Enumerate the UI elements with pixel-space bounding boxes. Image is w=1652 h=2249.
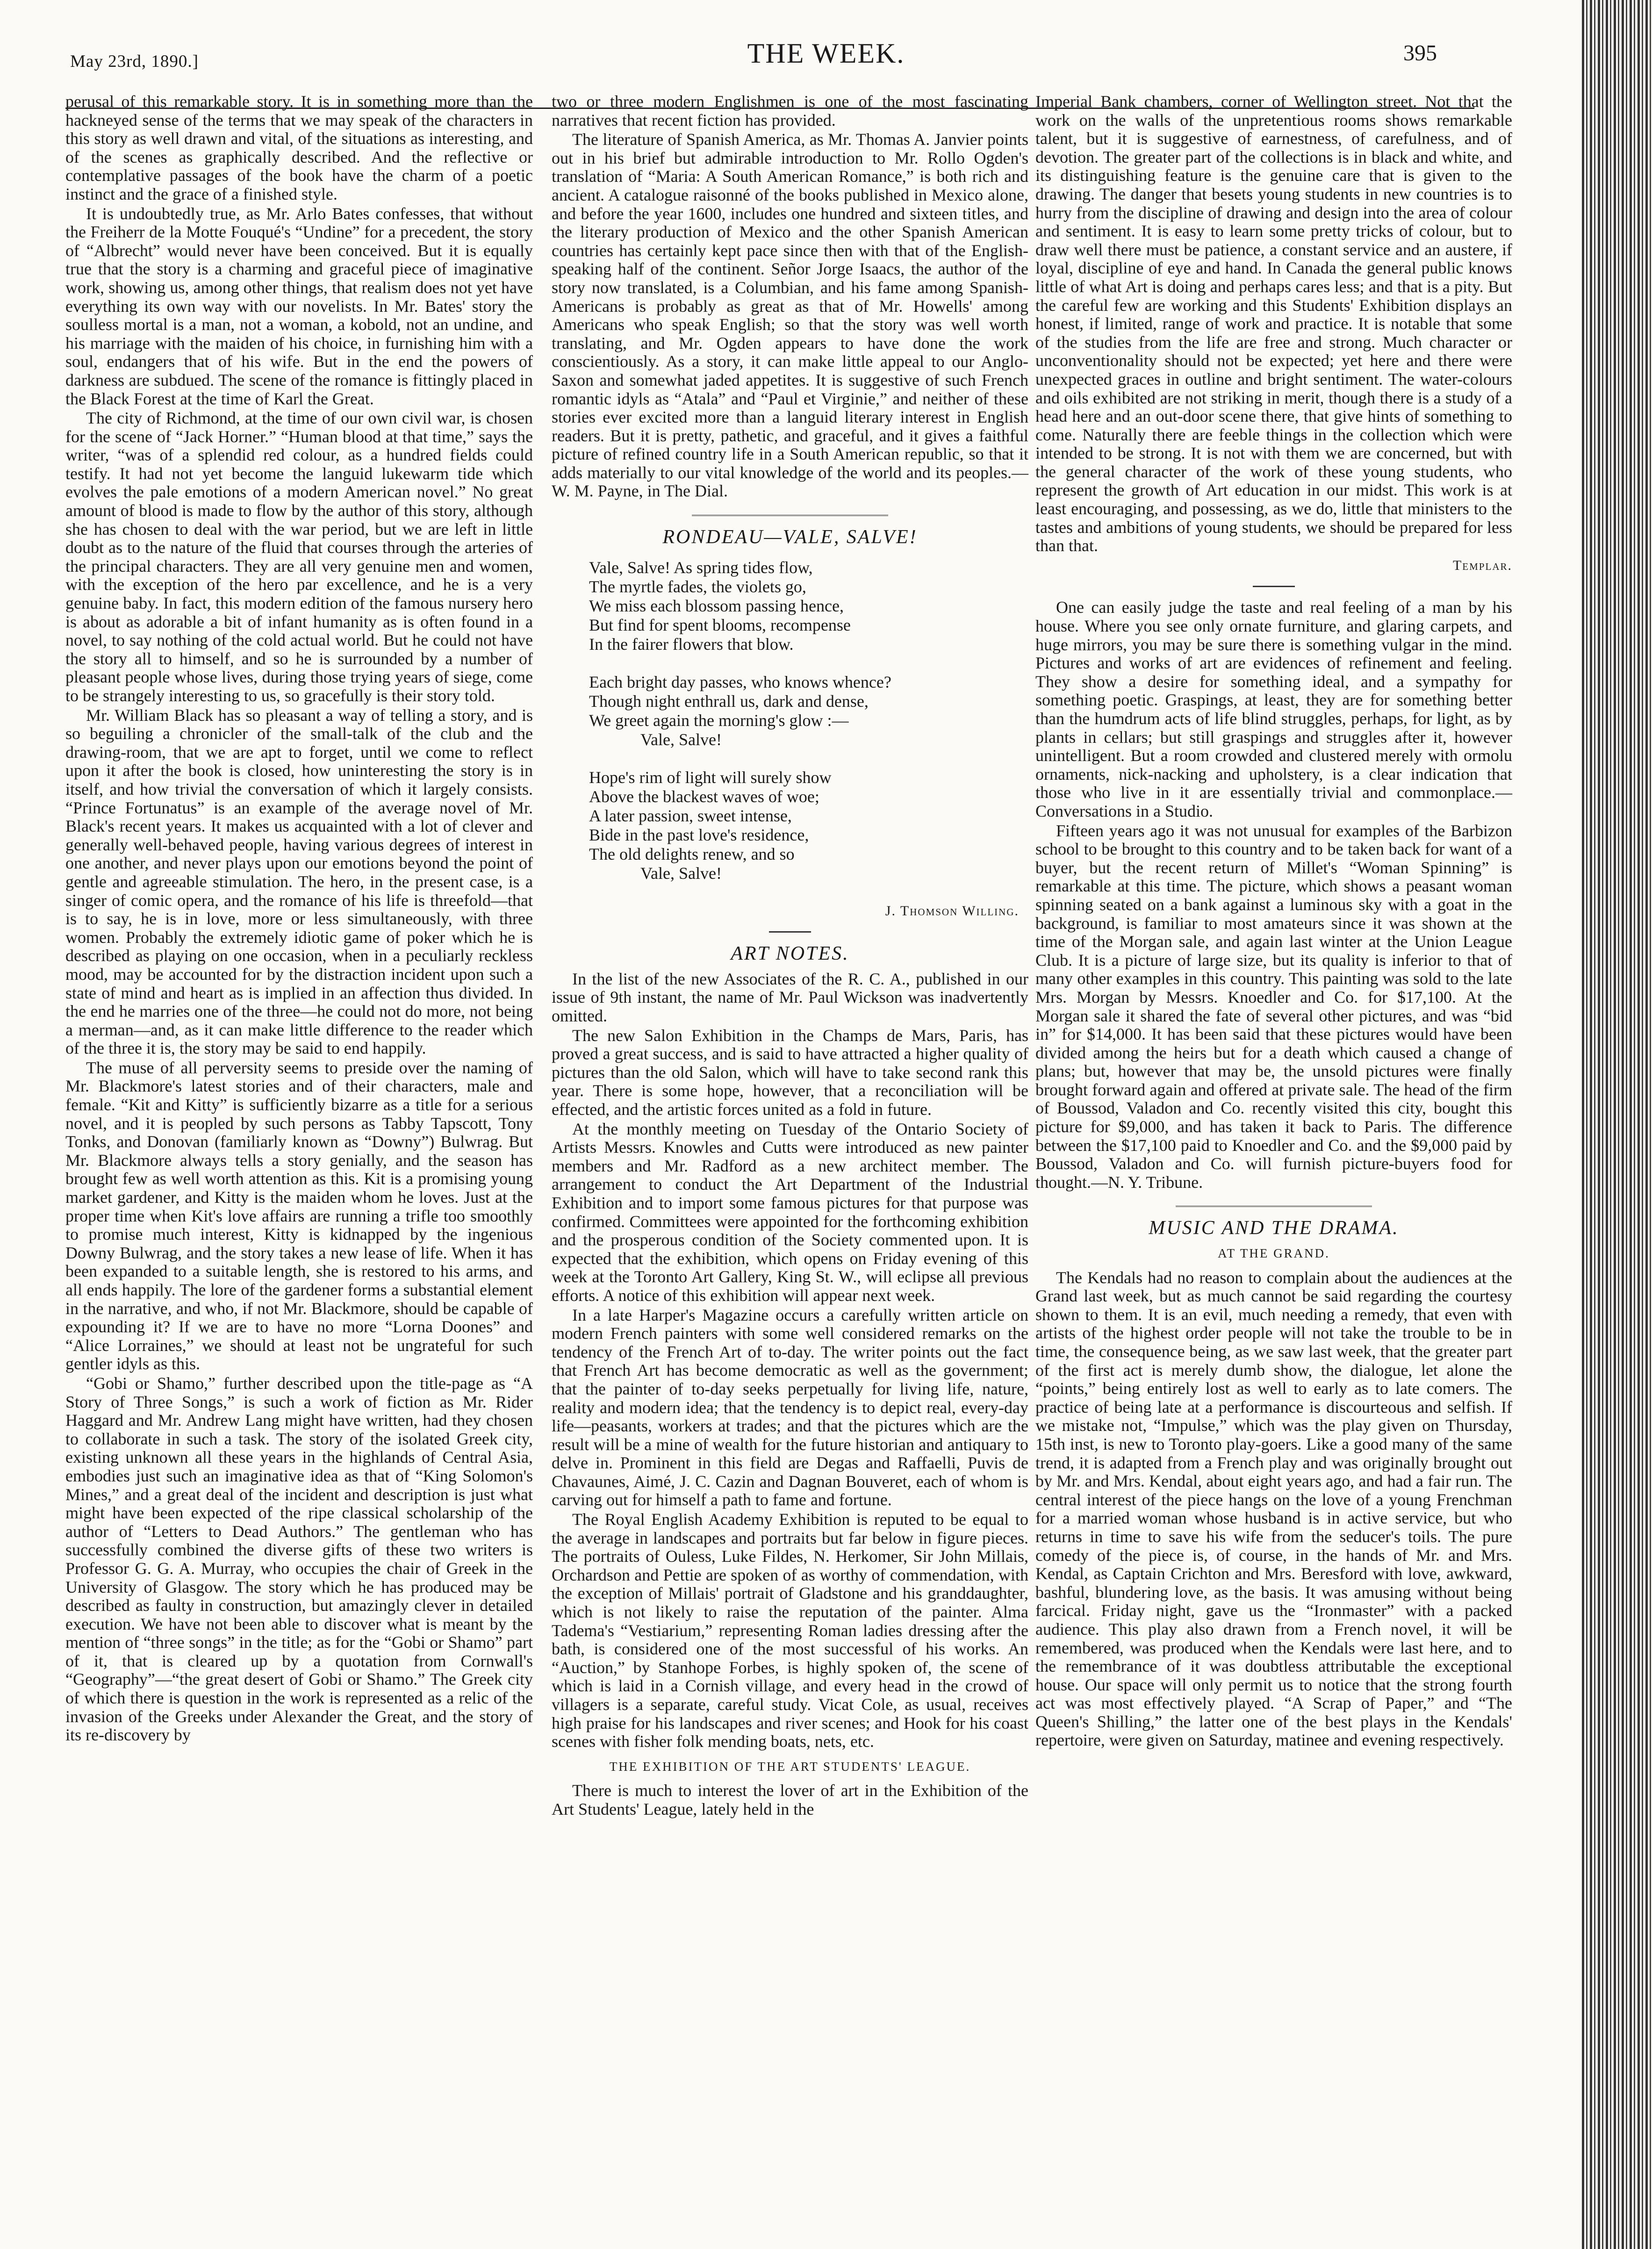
paragraph: perusal of this remarkable story. It is in something more than the hackneyed sense of the terms that we may speak of the characters in this story as well drawn and vital, of the situations as interesting, and of the scenes as graphically described. And the reflective or contemplative passages of the book have the charm of a poetic instinct and the grace of a finished style. [65,92,533,203]
paragraph: Mr. William Black has so pleasant a way of telling a story, and is so beguiling a chronicler of the small-talk of the club and the drawing-room, that we are apt to forget, until we come to reflect upon it after the book is closed, how uninteresting the story is in itself, and how trivial the conversation of which it largely consists. “Prince Fortunatus” is an example of the average novel of Mr. Black's recent years. It makes us acquainted with a lot of clever and generally well-behaved people, having various degrees of interest in one another, and never plays upon our emotions beyond the point of gentle and agreeable stimulation. The hero, in the present case, is a singer of comic opera, and the romance of his life is threefold—that is to say, he is in love, more or less simultaneously, with three women. Probably the extremely idiotic game of poker which he is described as playing on one occasion, when in a peculiarly reckless mood, may be accounted for by the distraction incident upon such a state of mind and heart as is implied in an affection thus divided. In the end he marries one of the three—he could not do more, not being a merman—and, as it can make little difference to the reader which of the three it is, the story may be said to end happily. [65,705,533,1058]
poem-stanza [589,768,1028,883]
paragraph: The muse of all perversity seems to preside over the naming of Mr. Blackmore's latest stories and of their characters, male and female. “Kit and Kitty” is sufficiently bizarre as a title for a serious novel, and it is peopled by such persons as Tabby Tapscott, Tony Tonks, and Donovan (familiarly known as “Downy”) Bulwrag. But Mr. Blackmore always tells a story genially, and the season has brought few as well worth attention as this. Kit is a promising young market gardener, and Kitty is the maiden whom he loves. Just at the proper time when Kit's love affairs are running a trifle too smoothly to promise much interest, Kitty is kidnapped by the ingenious Downy Bulwrag, and the story takes a new lease of life. When it has been expanded to a suitable length, she is restored to his arms, and all ends happily. The lore of the gardener forms a substantial element in the narrative, and who, if not Mr. Blackmore, should be capable of expounding it? If we are to have no more “Lorna Doones” and “Alice Lorraines,” we should at least not be ungrateful for such gentler idyls as this. [65,1058,533,1373]
paragraph: “Gobi or Shamo,” further described upon the title-page as “A Story of Three Songs,” is such a work of fiction as Mr. Rider Haggard and Mr. Andrew Lang might have written, had they chosen to collaborate in such a task. The story of the isolated Greek city, existing unknown all these years in the highlands of Central Asia, embodies just such an imaginative idea as that of “King Solomon's Mines,” and a great deal of the incident and description is just what might have been expected of the ripe classical scholarship of the author of “Letters to Dead Authors.” The gentleman who has successfully combined the diverse gifts of these two writers is Professor G. G. A. Murray, who occupies the chair of Greek in the University of Glasgow. The story which he has produced may be described as faulty in construction, but amazingly clever in detailed execution. We have not been able to discover what is meant by the mention of “three songs” in the title; as for the “Gobi or Shamo” part of it, that is cleared up by a quotation from Cornwall's “Geography”—“the great desert of Gobi or Shamo.” The Greek city of which there is question in the work is represented as a relic of the invasion of the Greeks under Alexander the Great, and the story of its re-discovery by [65,1373,533,1745]
poem-line: Vale, Salve! [640,730,722,749]
subheading: THE EXHIBITION OF THE ART STUDENTS' LEAGUE. [609,1759,971,1774]
poem-author: J. Thomson Willing. [885,903,1019,919]
section-title-music-drama: MUSIC AND THE DRAMA. [1149,1217,1399,1239]
paragraph: two or three modern Englishmen is one of the most fascinating narratives that recent fiction has provided. [552,92,1028,129]
issue-date: May 23rd, 1890.] [70,52,199,71]
poem-line: The myrtle fades, the violets go, [589,577,806,596]
paragraph: The new Salon Exhibition in the Champs de Mars, Paris, has proved a great success, and is said to have attracted a higher quality of pictures than the old Salon, which will have to take second rank this year. There is some hope, however, that a reconciliation will be effected, and the artistic forces united as a fold in future. [552,1026,1028,1119]
section-divider [692,515,888,516]
poem-line: We miss each blossom passing hence, [589,596,844,615]
page-binding-edge [1582,0,1652,2249]
signature-templar: Templar. [1452,557,1512,573]
paragraph: The literature of Spanish America, as Mr. Thomas A. Janvier points out in his brief but admirable introduction to Mr. Rollo Ogden's translation of “Maria: A South American Romance,” is both rich and ancient. A catalogue raisonné of the books published in Mexico alone, and before the year 1600, includes one hundred and sixteen titles, and the literary production of Mexico and the other Spanish American countries has certainly kept pace since then with that of the English-speaking half of the continent. Señor Jorge Isaacs, the author of the story now translated, is a Columbian, and his fame among Spanish-Americans is probably as great as that of Mr. Howells' among Americans who speak English; so that the story was well worth translating, and Mr. Ogden appears to have done the work conscientiously. As a story, it can make little appeal to our Anglo-Saxon and somewhat jaded appetites. It is suggestive of such French romantic idyls as “Atala” and “Paul et Virginie,” and neither of these stories ever excited more than a languid literary interest in English readers. But it is pretty, pathetic, and graceful, and it gives a faithful picture of refined country life in a South American republic, so that it adds materially to our vital knowledge of the world and its peoples.—W. M. Payne, in The Dial. [552,130,1028,501]
subheading: AT THE GRAND. [1218,1246,1330,1261]
poem-line: Above the blackest waves of woe; [589,787,819,806]
poem-title: RONDEAU—VALE, SALVE! [662,526,918,548]
poem [589,558,1028,883]
section-title-art-notes: ART NOTES. [731,943,849,965]
column-2 [552,93,1028,1820]
paragraph: There is much to interest the lover of art in the Exhibition of the Art Students' League, lately held in the [552,1781,1028,1818]
paragraph: Imperial Bank chambers, corner of Wellington street. Not that the work on the walls of the unpretentious rooms shows remarkable talent, but it is suggestive of earnestness, of carefulness, and of devotion. The greater part of the collections is in black and white, and its distinguishing feature is the genuine care that is given to the drawing. The danger that besets young students in new countries is to hurry from the discipline of drawing and design into the area of colour and sentiment. It is easy to learn some pretty tricks of colour, but to draw well there must be patience, a constant service and an austere, if loyal, discipline of eye and hand. In Canada the general public knows little of what Art is doing and perhaps cares less; and that is a pity. But the careful few are working and this Students' Exhibition displays an honest, if limited, range of work and practice. It is notable that some of the studies from the life are free and strong. Much character or unconventionality should not be expected; yet here and there were unexpected graces in outline and bright sentiment. The water-colours and oils exhibited are not striking in merit, though there is a study of a head here and an out-door scene there, that give hints of something to come. Naturally there are feeble things in the collection which were intended to be strong. It is not with them we are concerned, but with the general character of the work of these young students, who represent the growth of Art education in our midst. This work is at least encouraging, and possessing, as we do, little that ministers to the tastes and ambitions of young students, we should be prepared for less than that. [1035,92,1512,555]
section-divider [1176,1206,1372,1207]
paragraph: The Royal English Academy Exhibition is reputed to be equal to the average in landscapes and portraits but far below in figure pieces. The portraits of Ouless, Luke Fildes, N. Herkomer, Sir John Millais, Orchardson and Pettie are spoken of as worthy of commendation, with the exception of Millais' portrait of Gladstone and his granddaughter, which is not likely to raise the reputation of the painter. Alma Tadema's “Vestiarium,” representing Roman ladies dressing after the bath, is considered one of the most successful of his works. An “Auction,” by Stanhope Forbes, is highly spoken of, the scene of which is laid in a Cornish village, and every head in the crowd of villagers is a separate, careful study. Vicat Cole, as usual, receives high praise for his landscapes and river scenes; and Hook for his coast scenes with fisher folk mending boats, nets, etc. [552,1510,1028,1751]
paragraph: In a late Harper's Magazine occurs a carefully written article on modern French painters with some well considered remarks on the tendency of the French Art of to-day. The writer points out the fact that French Art has become democratic as well as the government; that the painter of to-day seeks perpetually for living life, nature, reality and modern idea; that the tendency is to depict real, every-day life—peasants, workers at trades; and that the pictures which are the result will be a mine of wealth for the future historian and antiquary to delve in. Prominent in this field are Degas and Raffaelli, Puvis de Chavaunes, Aimé, J. C. Cazin and Dagnan Bouveret, each of whom is carving out for himself a path to fame and fortune. [552,1305,1028,1509]
poem-line: Each bright day passes, who knows whence? [589,672,891,691]
paragraph: One can easily judge the taste and real feeling of a man by his house. Where you see only ornate furniture, and glaring carpets, and huge mirrors, you may be sure there is something vulgar in the mind. Pictures and works of art are evidences of refinement and feeling. They show a desire for something ideal, and a sympathy for something poetic. Graspings, at least, they are for something better than the humdrum acts of life blind struggles, perhaps, for light, as by plants in cellars; but still graspings and struggles after it, however unintelligent. But a room crowded and clustered merely with ormolu ornaments, nick-nacking and upholstery, is a clear indication that those who live in it are essentially trivial and commonplace.—Conversations in a Studio. [1035,598,1512,820]
page-header [0,37,1652,75]
poem-line: Though night enthrall us, dark and dense, [589,691,869,711]
poem-stanza [589,673,1028,749]
page-number: 395 [1403,41,1437,65]
paragraph: It is undoubtedly true, as Mr. Arlo Bates confesses, that without the Freiherr de la Motte Fouqué's “Undine” for a precedent, the story of “Albrecht” would never have been conceived. But it is equally true that the story is a charming and graceful piece of imaginative work, showing us, among other things, that realism does not yet have everything its own way with our novelists. In Mr. Bates' story the soulless mortal is a man, not a woman, a kobold, not an undine, and his marriage with the maiden of his choice, in furnishing him with a soul, endangers that of his wife. But in the end the powers of darkness are subdued. The scene of the romance is fittingly placed in the Black Forest at the time of Karl the Great. [65,204,533,408]
poem-line: The old delights renew, and so [589,844,795,863]
section-divider [769,931,811,933]
section-divider [1253,586,1295,587]
poem-line: Hope's rim of light will surely show [589,768,832,787]
poem-line: Vale, Salve! [640,863,722,883]
masthead-title: THE WEEK. [747,38,905,69]
poem-stanza [589,558,1028,654]
paragraph: Fifteen years ago it was not unusual for examples of the Barbizon school to be brought to this country and to be taken back for want of a buyer, but the recent return of Millet's “Woman Spinning” is remarkable at this time. The picture, which shows a peasant woman spinning seated on a bank against a luminous sky with a goat in the background, is familiar to most amateurs since it was shown at the time of the Morgan sale, and again last winter at the Union League Club. It is a picture of large size, but its quality is inferior to that of many other examples in this country. This painting was sold to the late Mrs. Morgan by Messrs. Knoedler and Co. for $17,100. At the Morgan sale it shared the fate of several other pictures, and was “bid in” for $14,000. It has been said that these pictures would have been divided among the heirs but for a death which caused a change of plans; but, however that may be, the unsold pictures were finally brought forward again and offered at private sale. The head of the firm of Boussod, Valadon and Co. recently visited this city, bought this picture for $9,000, and has taken it back to Paris. The difference between the $17,100 paid to Knoedler and Co. and the $9,000 paid by Boussod, Valadon and Co. will furnish picture-buyers food for thought.—N. Y. Tribune. [1035,821,1512,1192]
poem-line: Bide in the past love's residence, [589,825,809,844]
poem-line: But find for spent blooms, recompense [589,615,851,634]
column-1 [65,93,533,1746]
paragraph: The Kendals had no reason to complain about the audiences at the Grand last week, but as much cannot be said regarding the courtesy shown to them. It is an evil, much needing a remedy, that even with artists of the highest order people will not take the trouble to be in time, the consequence being, as we saw last week, that the greater part of the first act is merely dumb show, the dialogue, let alone the “points,” being entirely lost as well to early as to late comers. The practice of being late at a performance is discourteous and selfish. If we mistake not, “Impulse,” which was the play given on Thursday, 15th inst, is new to Toronto play-goers. Like a good many of the same trend, it is adapted from a French play and was originally brought out by Mr. and Mrs. Kendal, about eight years ago, and had a fair run. The central interest of the piece hangs on the love of a young Frenchman for a married woman whose husband is in active service, but who returns in time to save his wife from the seducer's toils. The pure comedy of the piece is, of course, in the hands of Mr. and Mrs. Kendal, as Captain Crichton and Mrs. Beresford with love, awkward, bashful, blundering love, as the basis. It was amusing without being farcical. Friday night, gave us the “Ironmaster” with a packed audience. This play also drawn from a French novel, it will be remembered, was produced when the Kendals were last here, and to the remembrance of it was doubtless attributable the exceptional house. Our space will only permit us to notice that the strong fourth act was most effectively played. “A Scrap of Paper,” and “The Queen's Shilling,” the latter one of the best plays in the Kendals' repertoire, were given on Saturday, matinee and evening respectively. [1035,1268,1512,1750]
paragraph: In the list of the new Associates of the R. C. A., published in our issue of 9th instant, the name of Mr. Paul Wickson was inadvertently omitted. [552,969,1028,1026]
poem-line: A later passion, sweet intense, [589,806,792,825]
poem-line: In the fairer flowers that blow. [589,634,794,654]
poem-line: Vale, Salve! As spring tides flow, [589,558,813,577]
paragraph: At the monthly meeting on Tuesday of the Ontario Society of Artists Messrs. Knowles and Cutts were introduced as new painter members and Mr. Radford as a new architect member. The arrangement to conduct the Art Department of the Industrial Exhibition and to import some famous pictures for that purpose was confirmed. Committees were appointed for the forthcoming exhibition and the prosperous condition of the Society commented upon. It is expected that the exhibition, which opens on Friday evening of this week at the Toronto Art Gallery, King St. W., will eclipse all previous efforts. A notice of this exhibition will appear next week. [552,1119,1028,1305]
paragraph: The city of Richmond, at the time of our own civil war, is chosen for the scene of “Jack Horner.” “Human blood at that time,” says the writer, “was of a splendid red colour, as a hundred fields could testify. It had not yet become the languid lukewarm tide which evolves the pale emotions of a modern American novel.” No great amount of blood is made to flow by the author of this story, although she has chosen to deal with the war period, but we are left in little doubt as to the nature of the fluid that courses through the arteries of the principal characters. They are all very genuine men and women, with the exception of the hero par excellence, and he is a very genuine baby. In fact, this modern edition of the famous nursery hero is about as adorable a bit of infant humanity as is often found in a novel, to say nothing of the cold actual world. But he could not have the story all to himself, and so he is surrounded by a number of pleasant people whose lives, during those trying years of siege, come to be strangely interesting to us, so gracefully is their story told. [65,409,533,705]
poem-line: We greet again the morning's glow :— [589,711,849,730]
column-3 [1035,93,1512,1751]
